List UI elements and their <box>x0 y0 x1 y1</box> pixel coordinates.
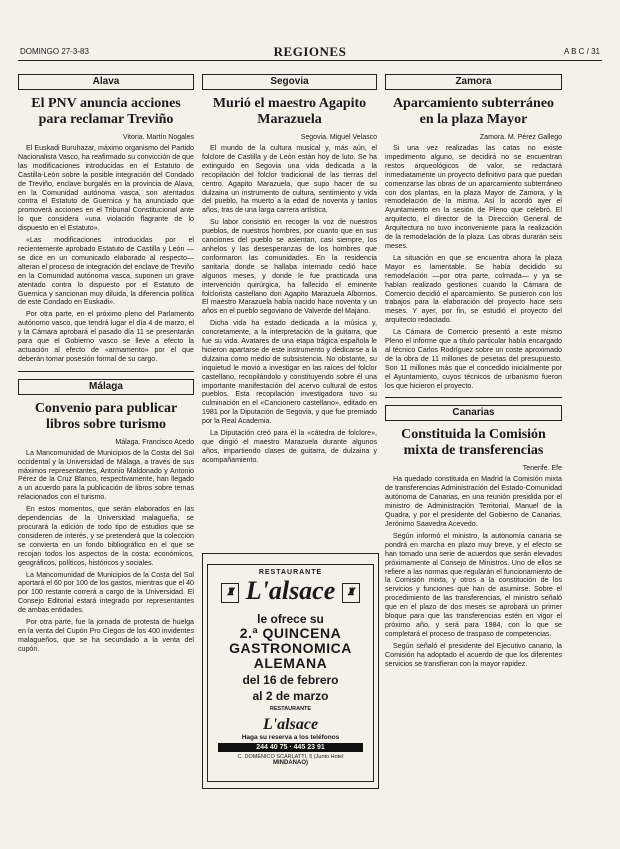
byline-segovia: Segovia. Miguel Velasco <box>300 134 377 141</box>
ad-dates-line2: al 2 de marzo <box>252 689 329 703</box>
headline-zamora: Aparcamiento subterráneo en la plaza Mayor <box>392 96 555 127</box>
ad-logo-secondary: L'alsace <box>262 716 319 733</box>
paragraph: La Mancomunidad de Municipios de la Costa del Sol aportará el 60 por 100 de los gastos, mientras que el 40 por 100 restante correrá a cargo de la Universidad. El Consejo Editorial estará integrado por representantes de ambas entidades. <box>18 570 194 615</box>
page-header <box>18 44 602 61</box>
ad-title-line1: 2.ª QUINCENA <box>239 625 342 641</box>
ad-address: C. DOMENICO SCARLATTI, 5 (Junto Hotel <box>237 754 344 760</box>
paragraph: Dicha vida ha estado dedicada a la música y, concretamente, a la interpretación de la guitarra, que fue su vida. Avatares de una etapa trágica española le hicieron apartarse de este instrumento y dedicarse a la dulzaina como medio de subsistencia. No obstante, su inquietud le movió a investigar en las raíces del folclor castellano, recopilándolo y constituyendo sobre él una importante manifestación del acervo cultural de estos pueblos. Esta recopilación investigadora tuvo su culminación en el «Cancionero castellano», editado en 1981 por la Diputación de Segovia, y que fue premiado por la Real Academia. <box>202 319 377 426</box>
section-title: REGIONES <box>273 44 347 59</box>
column-right <box>385 74 562 672</box>
headline-malaga: Convenio para publicar libros sobre turismo <box>34 400 178 432</box>
byline-zamora: Zamora. M. Pérez Gallego <box>479 134 562 141</box>
crest-icon: ♜ <box>342 583 360 603</box>
restaurant-advertisement <box>202 553 379 789</box>
section-label-zamora: Zamora <box>385 74 562 90</box>
ad-logo <box>208 578 373 604</box>
paragraph: Si una vez realizadas las catas no existe impedimento alguno, se decidirá no se encuentran restos arqueológicos de valor, se redactará inmediatamente un proyecto definitivo para que puedan comenzarse las obras de un aparcamiento subterráneo con dos plantas, en la plaza Mayor de Zamora, y la remodelación de la misma. Así lo acordó ayer el Ayuntamiento en la sesión de Pleno que celebró. El arquitecto, el director de la Dirección General de Arquitectura no tuvo inconveniente para la realización de la remodelación de la plaza. Las obras durarán seis meses. <box>385 144 562 250</box>
paragraph: Su labor consistió en recoger la voz de nuestros pueblos, de nuestros hombres, por cuanto que en sus canciones del pueblo se asientan, casi siempre, los anhelos y las desesperanzas de los hombres que conformaron las comunidades. En la residencia sanitaria donde se hallaba internado cedió hace algunos meses, y donde le fue practicada una intervención quirúrgica, ha fallecido el eminente folclorista castellano don Agapito Marazuela Albornos. El maestro Marazuela había nacido hace noventa y un años en el pueblo segoviano de Valverde del Majano. <box>202 218 377 316</box>
paragraph: Según informó el ministro, la autonomía canaria se pondrá en marcha en plazo muy breve, y el efecto se han tomado una serie de acuerdos que serán elevados próximamente al Consejo de Ministros. Uno de ellos se refiere a las normas que regularán el funcionamiento de la Comisión mixta, y otros a la constitución de los servicios y funciones que han de asumirse. Sobre el procedimiento de las transferencias, el ministro señaló que en el plazo de dos meses se aprobará un primer bloque para que las transferencias estén en vigor el próximo año, y será para 1984, con lo que se completará el proceso de traspaso de competencias. <box>385 531 562 638</box>
article-alava <box>18 74 194 364</box>
byline-alava: Vitoria. Martín Nogales <box>122 134 194 141</box>
ad-restaurant-label: RESTAURANTE <box>258 569 323 576</box>
paragraph: La Diputación creó para él la «cátedra de folclore», que dirigió el maestro Marazuela durante algunos años, impartiendo clases de guitarra, de dulzaina y acompañamiento. <box>202 429 377 464</box>
ad-small-label: RESTAURANTE <box>269 706 312 712</box>
headline-alava: El PNV anuncia acciones para reclamar Treviño <box>31 96 181 127</box>
page-date: DOMINGO 27-3-83 <box>20 47 89 56</box>
article-zamora <box>385 74 562 390</box>
headline-canarias: Constituida la Comisión mixta de transferencias <box>401 427 546 459</box>
ad-frame <box>207 564 374 782</box>
paragraph: El mundo de la cultura musical y, más aún, el folclore de Castilla y de León están hoy de luto. Se ha extinguido en Segovia una vida dedicada a la recopilación del folclor tradicional de las tierras del centro. Agapito Marazuela, que supo hacer de su dulzaina un instrumento de cultura, sentimiento y vida del pueblo, ha muerto a la edad de noventa y tantos años, tras de una larga carrera artística. <box>202 144 377 215</box>
section-label-malaga: Málaga <box>18 379 194 395</box>
headline-segovia: Murió el maestro Agapito Marazuela <box>212 96 367 127</box>
column-left <box>18 74 194 657</box>
paragraph: La situación en que se encuentra ahora la plaza Mayor es lamentable. Se había decidido su remodelación —por otra parte, colmada— y ya se habían realizado gestiones cuando la Cámara de Comercio decidió el aparcamiento. Se pusieron con los trabajos para la elaboración del proyecto hace seis meses. Y ayer, por fin, se estudió el proyecto del arquitecto redactado. <box>385 253 562 325</box>
paragraph: Por otra parte, en el próximo pleno del Parlamento autónomo vasco, que tendrá lugar el día 4 de marzo, el y la Cámara aprobará el pasado día 11 se presentarán para que el Gobierno vasco se lleve a efecto la actuación al efecto de «armamento» por el que deberán tomar posesión formal de su cargo. <box>18 310 194 363</box>
ad-logo-text: L'alsace <box>245 576 336 605</box>
crest-icon: ♜ <box>221 583 239 603</box>
ad-offer: le ofrece su <box>257 612 324 626</box>
paragraph: Según señaló el presidente del Ejecutivo canario, la Comisión ha adoptado el acuerdo de que los diferentes servicios se transfieran con la mayor rapidez. <box>385 641 562 668</box>
paragraph: Ha quedado constituida en Madrid la Comisión mixta de transferencias Administración del Estado-Comunidad autónoma de Canarias, en una reunión presidida por el ministro de Administración Territorial, Manuel de la Quadra, y por el presidente del Gobierno de Canarias, Jerónimo Saavedra Acevedo. <box>385 475 562 528</box>
paragraph: El Euskadi Buruhazar, máximo organismo del Partido Nacionalista Vasco, ha reafirmado su convicción de que las modificaciones introducidas en el Estatuto de Castilla-León sobre la posible integración del Condado de Treviño, enclave burgalés en la provincia de Alava, en la Comunidad autónoma vasca, son atentados contra el Estatuto de Guernica y ha anunciado que promoverá acciones en el Tribunal Constitucional ante lo que considera «una violación flagrante de lo dispuesto en el Estatuto». <box>18 144 194 233</box>
section-label-segovia: Segovia <box>202 74 377 90</box>
ad-city: MINDANAO) <box>273 760 308 766</box>
article-canarias <box>385 405 562 668</box>
paragraph: La Mancomunidad de Municipios de la Costa del Sol occidental y la Universidad de Málaga, a través de sus máximos representantes, Antonio Maldonado y Antonio Pérez de la Cruz Blanco, respectivamente, han llegado a un acuerdo para la publicación de libros sobre temas relacionados con el turismo. <box>18 448 194 502</box>
ad-title-line3: ALEMANA <box>253 655 328 671</box>
byline-canarias: Tenerife. Efe <box>522 465 562 473</box>
byline-malaga: Málaga. Francisco Acedo <box>115 438 194 446</box>
ad-title-line2: GASTRONOMICA <box>229 640 352 656</box>
article-segovia <box>202 74 377 465</box>
article-malaga <box>18 379 194 654</box>
divider <box>18 371 194 372</box>
paragraph: «Las modificaciones introducidas por el recientemente aprobado Estatuto de Castilla y León —se dice en un comunicado elaborado al respecto— alteran el proceso de integración del enclave de Treviño en la Comunidad autónoma vasca, suponen un grave atentado contra lo dispuesto por el Estatuto de Guernica y sancionan muy diluida, la diferencia política de este Condado en Euskadi». <box>18 236 194 307</box>
page-number: A B C / 31 <box>563 47 600 56</box>
ad-dates-line1: del 16 de febrero <box>242 673 339 687</box>
section-label-canarias: Canarias <box>385 405 562 421</box>
ad-booking: Haga su reserva a los teléfonos <box>241 734 340 741</box>
column-center <box>202 74 377 468</box>
paragraph: En estos momentos, que serán elaborados en las dependencias de la Universidad malagueña, se procurará la edición de todo tipo de estudios que se consideren de interés, y se pretenderá que la colección se convierta en un fondo bibliográfico en el que se recojan todos los aspectos de la costa: económicos, geográficos, políticos, históricos y sociales. <box>18 505 194 567</box>
paragraph: Por otra parte, fue la jornada de protesta de huelga en la venta del Cupón Pro Ciegos de los 400 invidentes malagueños, que se ha secundado a la venta del cupón. <box>18 618 194 653</box>
section-label-alava: Alava <box>18 74 194 90</box>
ad-phones: 244 40 75 · 445 23 91 <box>218 743 363 752</box>
divider <box>385 397 562 398</box>
paragraph: La Cámara de Comercio presentó a este mismo Pleno el informe que a título particular había encargado al técnico Carlos Rodríguez sobre un coste aproximado de la obra de 11 millones de pesetas del presupuesto. Son 11 millones más que el concedido inicialmente por el Ayuntamiento, cuyos técnicos de urbanismo fueron los que hicieron el proyecto. <box>385 328 562 390</box>
